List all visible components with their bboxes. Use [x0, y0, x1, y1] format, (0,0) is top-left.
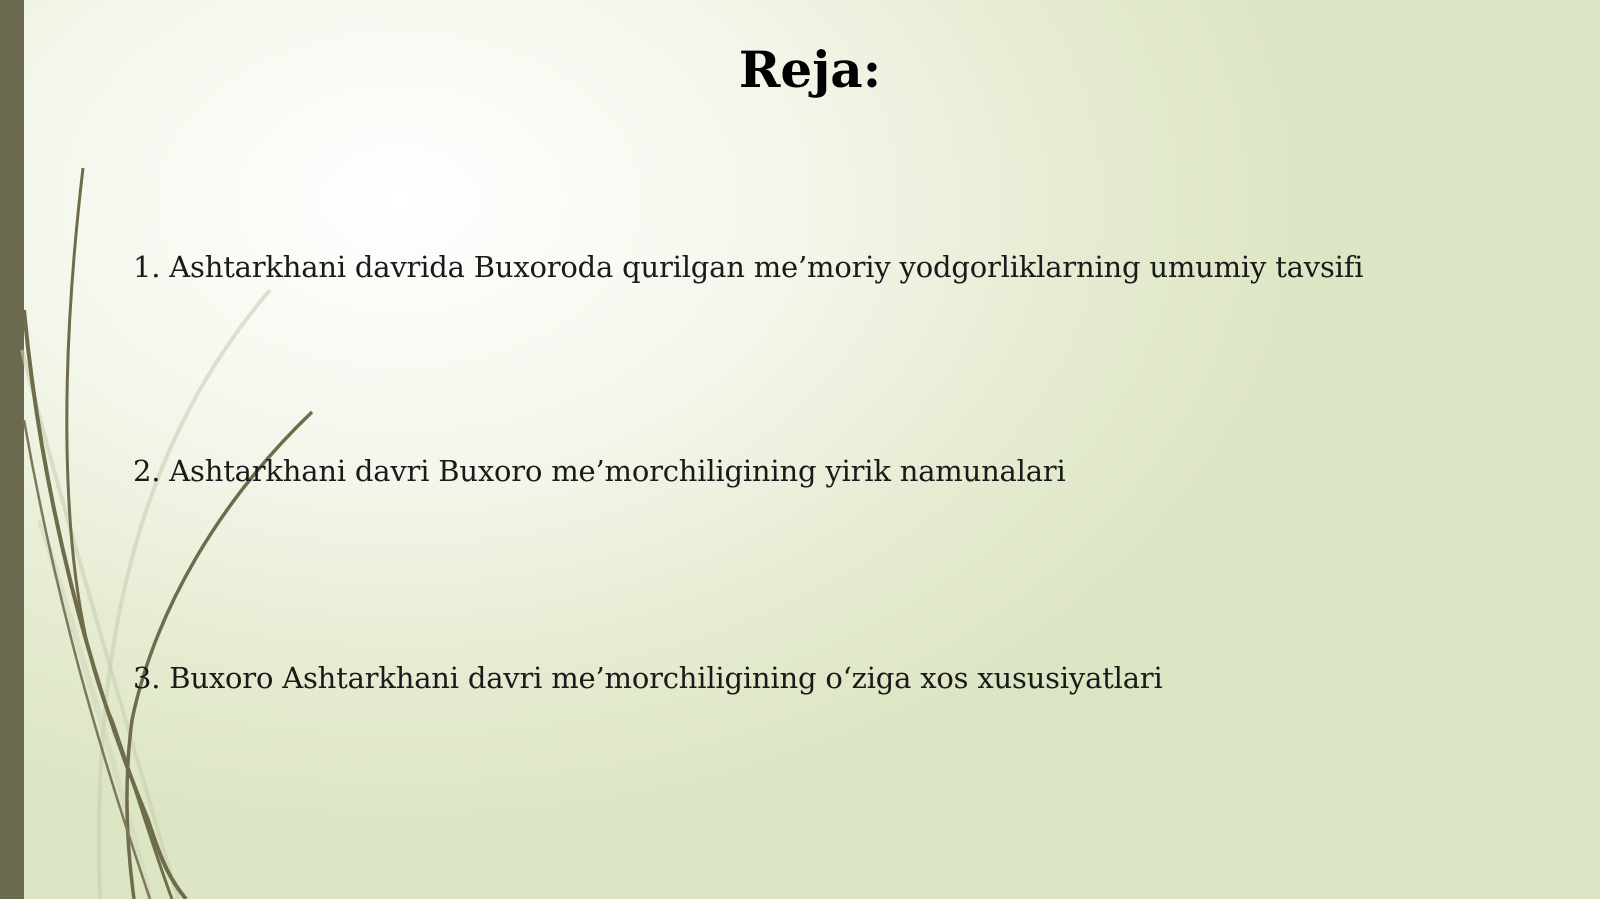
slide-title: Reja: — [738, 40, 882, 99]
list-item: 1. Ashtarkhani davrida Buxoroda qurilgan me’moriy yodgorliklarning umumiy tavsifi — [133, 250, 1364, 284]
grass-decoration — [0, 0, 420, 899]
list-item: 3. Buxoro Ashtarkhani davri me’morchiligining o‘ziga xos xususiyatlari — [133, 661, 1163, 695]
list-item: 2. Ashtarkhani davri Buxoro me’morchiligining yirik namunalari — [133, 454, 1066, 488]
